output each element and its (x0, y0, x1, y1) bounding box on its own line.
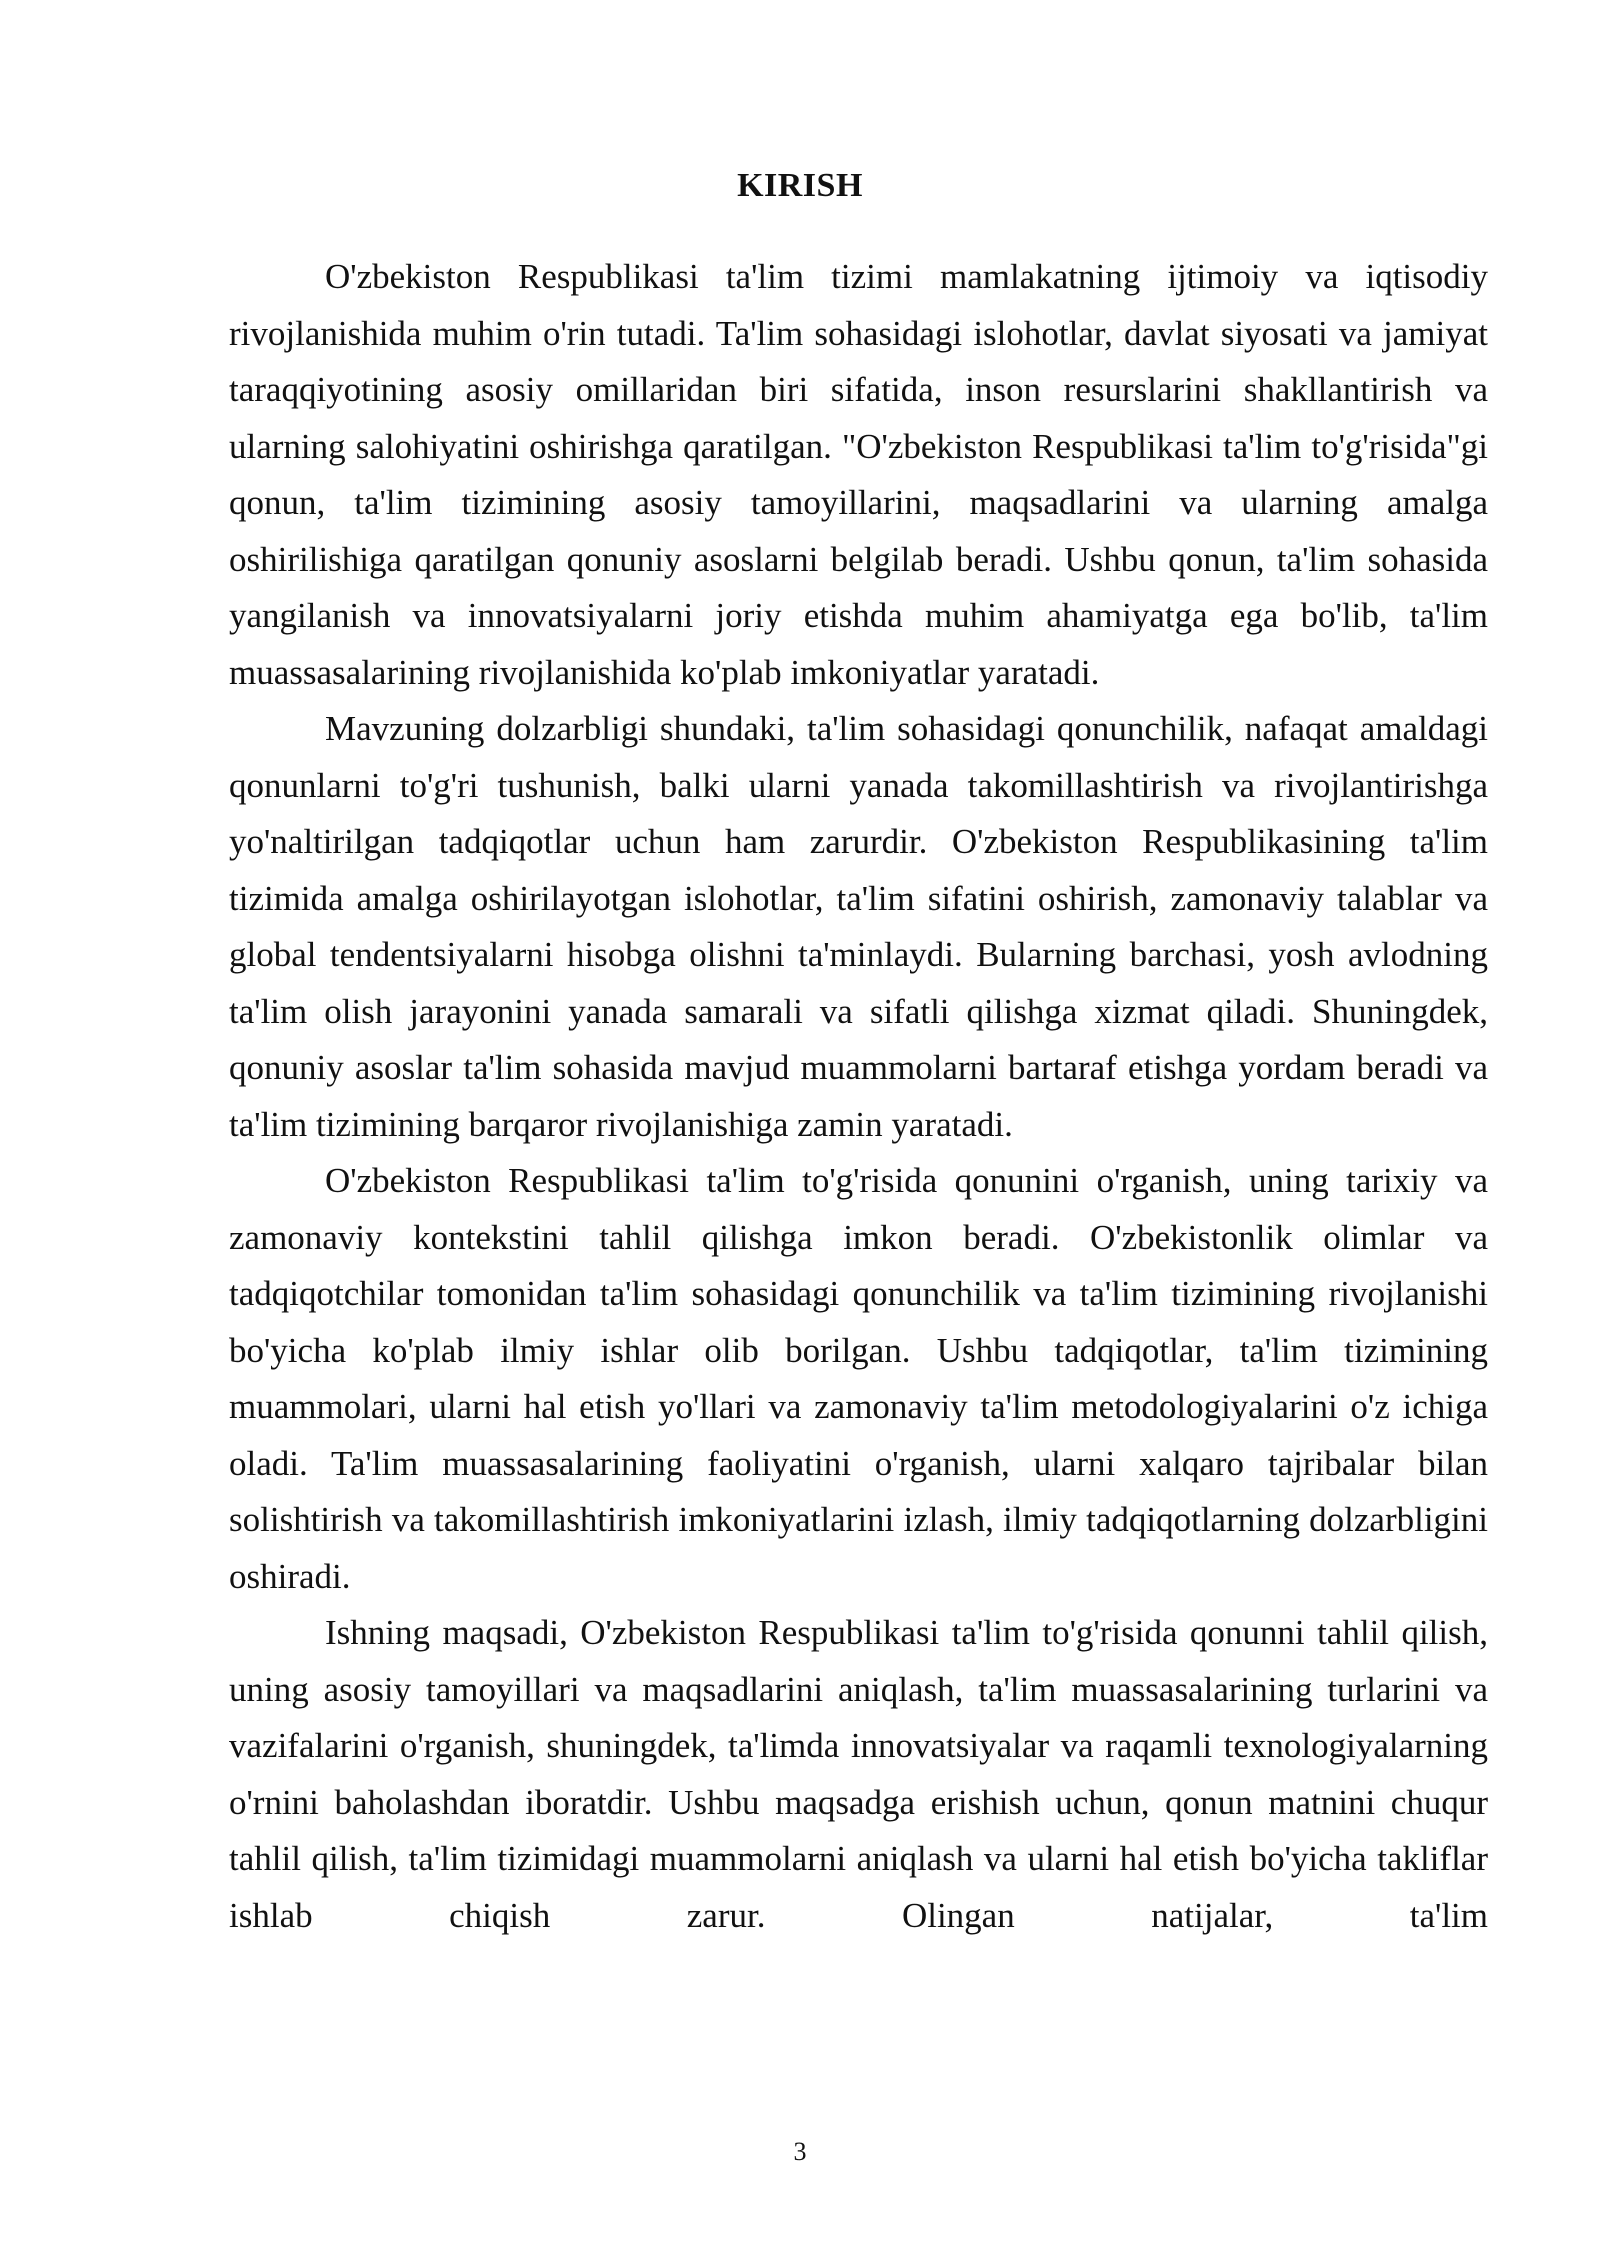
page-title: KIRISH (737, 167, 863, 204)
paragraph-goal: Ishning maqsadi, O'zbekiston Respublikasi ta'lim to'g'risida qonunni tahlil qilish, uning asosiy tamoyillari va maqsadlarini aniqlash, ta'lim muassasalarining turlarini va vazifalarini o'rganish, shuningdek, ta'limda innovatsiyalar va raqamli texnologiyalarning o'rnini baholashdan iboratdir. Ushbu maqsadga erishish uchun, qonun matnini chuqur tahlil qilish, ta'lim tizimidagi muammolarni aniqlash va ularni hal etish bo'yicha takliflar ishlab chiqish zarur. Olingan natijalar, ta'lim (229, 1613, 1488, 1935)
paragraph-relevance: Mavzuning dolzarbligi shundaki, ta'lim sohasidagi qonunchilik, nafaqat amaldagi qonunlarni to'g'ri tushunish, balki ularni yanada takomillashtirish va rivojlantirishga yo'naltirilgan tadqiqotlar uchun ham zarurdir. O'zbekiston Respublikasining ta'lim tizimida amalga oshirilayotgan islohotlar, ta'lim sifatini oshirish, zamonaviy talablar va global tendentsiyalarni hisobga olishni ta'minlaydi. Bularning barchasi, yosh avlodning ta'lim olish jarayonini yanada samarali va sifatli qilishga xizmat qiladi. Shuningdek, qonuniy asoslar ta'lim sohasida mavjud muammolarni bartaraf etishga yordam beradi va ta'lim tizimining barqaror rivojlanishiga zamin yaratadi. (229, 709, 1488, 1144)
paragraph-study: O'zbekiston Respublikasi ta'lim to'g'risida qonunini o'rganish, uning tarixiy va zamonaviy kontekstini tahlil qilishga imkon beradi. O'zbekistonlik olimlar va tadqiqotchilar tomonidan ta'lim sohasidagi qonunchilik va ta'lim tizimining rivojlanishi bo'yicha ko'plab ilmiy ishlar olib borilgan. Ushbu tadqiqotlar, ta'lim tizimining muammolari, ularni hal etish yo'llari va zamonaviy ta'lim metodologiyalarini o'z ichiga oladi. Ta'lim muassasalarining faoliyatini o'rganish, ularni xalqaro tajribalar bilan solishtirish va takomillashtirish imkoniyatlarini izlash, ilmiy tadqiqotlarning dolzarbligini oshiradi. (229, 1161, 1488, 1596)
page-number: 3 (793, 2137, 807, 2166)
body-text (229, 249, 1488, 1944)
paragraph-intro: O'zbekiston Respublikasi ta'lim tizimi mamlakatning ijtimoiy va iqtisodiy rivojlanishida muhim o'rin tutadi. Ta'lim sohasidagi islohotlar, davlat siyosati va jamiyat taraqqiyotining asosiy omillaridan biri sifatida, inson resurslarini shakllantirish va ularning salohiyatini oshirishga qaratilgan. "O'zbekiston Respublikasi ta'lim to'g'risida"gi qonun, ta'lim tizimining asosiy tamoyillarini, maqsadlarini va ularning amalga oshirilishiga qaratilgan qonuniy asoslarni belgilab beradi. Ushbu qonun, ta'lim sohasida yangilanish va innovatsiyalarni joriy etishda muhim ahamiyatga ega bo'lib, ta'lim muassasalarining rivojlanishida ko'plab imkoniyatlar yaratadi. (229, 257, 1488, 692)
